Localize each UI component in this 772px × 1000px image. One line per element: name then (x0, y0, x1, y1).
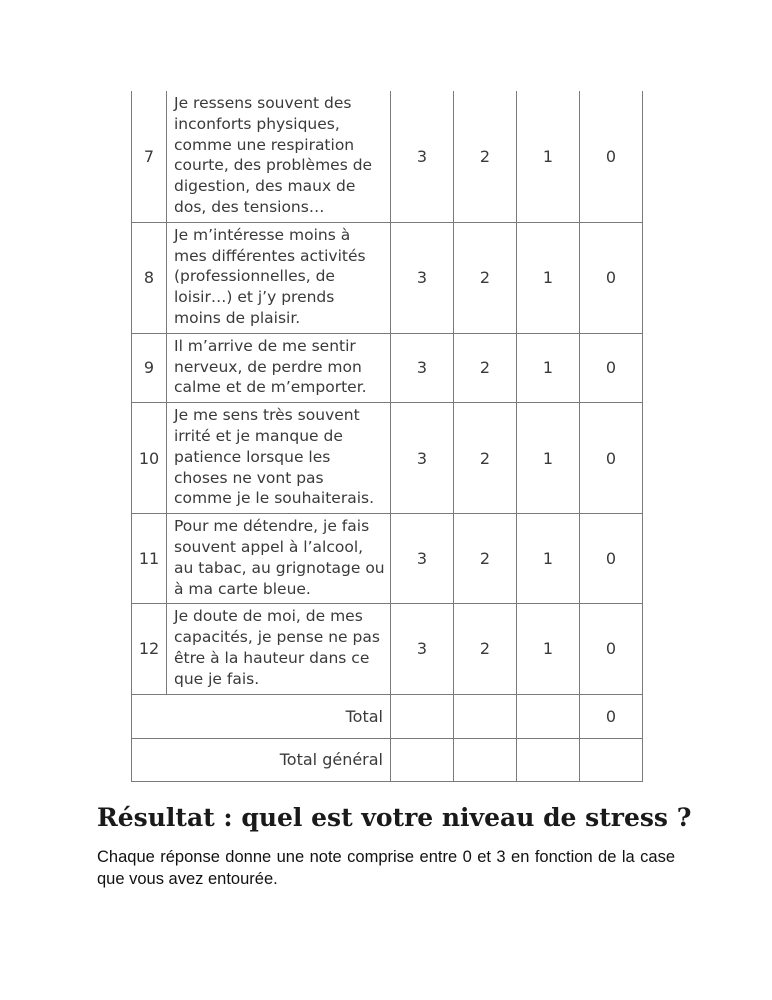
question-row-10 (132, 403, 643, 514)
question-statement: Je m’intéresse moins à mes différentes activités (professionnelles, de loisir…) et j’y prends moins de plaisir. (167, 222, 391, 333)
question-statement: Je doute de moi, de mes capacités, je pense ne pas être à la hauteur dans ce que je fais. (167, 604, 391, 694)
question-row-9 (132, 333, 643, 402)
grand-total-cell-3[interactable] (391, 738, 454, 781)
result-heading: Résultat : quel est votre niveau de stress ? (97, 803, 692, 832)
score-cell-1[interactable]: 1 (517, 514, 580, 604)
score-cell-1[interactable]: 1 (517, 403, 580, 514)
total-cell-3[interactable] (391, 694, 454, 738)
score-cell-1[interactable]: 1 (517, 333, 580, 402)
grand-total-cell-1[interactable] (517, 738, 580, 781)
grand-total-cell-0[interactable] (580, 738, 643, 781)
score-cell-2[interactable]: 2 (454, 403, 517, 514)
question-number: 8 (132, 222, 167, 333)
total-cell-2[interactable] (454, 694, 517, 738)
question-statement: Je me sens très souvent irrité et je manque de patience lorsque les choses ne vont pas comme je le souhaiterais. (167, 403, 391, 514)
question-number: 7 (132, 91, 167, 222)
question-statement: Pour me détendre, je fais souvent appel à l’alcool, au tabac, au grignotage ou à ma carte bleue. (167, 514, 391, 604)
score-cell-1[interactable]: 1 (517, 604, 580, 694)
question-row-12 (132, 604, 643, 694)
score-cell-3[interactable]: 3 (391, 604, 454, 694)
question-number: 12 (132, 604, 167, 694)
score-cell-3[interactable]: 3 (391, 91, 454, 222)
total-cell-0[interactable]: 0 (580, 694, 643, 738)
score-cell-0[interactable]: 0 (580, 333, 643, 402)
score-cell-0[interactable]: 0 (580, 222, 643, 333)
score-cell-0[interactable]: 0 (580, 604, 643, 694)
question-row-11 (132, 514, 643, 604)
score-cell-2[interactable]: 2 (454, 604, 517, 694)
score-cell-2[interactable]: 2 (454, 514, 517, 604)
question-row-7 (132, 91, 643, 222)
score-cell-0[interactable]: 0 (580, 403, 643, 514)
result-paragraph: Chaque réponse donne une note comprise entre 0 et 3 en fonction de la case que vous avez entourée. (97, 848, 675, 888)
score-cell-1[interactable]: 1 (517, 91, 580, 222)
question-statement: Je ressens souvent des inconforts physiques, comme une respiration courte, des problèmes de digestion, des maux de dos, des tensions… (167, 91, 391, 222)
total-cell-1[interactable] (517, 694, 580, 738)
score-cell-2[interactable]: 2 (454, 91, 517, 222)
total-row (132, 694, 643, 738)
question-statement: Il m’arrive de me sentir nerveux, de perdre mon calme et de m’emporter. (167, 333, 391, 402)
question-number: 10 (132, 403, 167, 514)
grand-total-label: Total général (132, 738, 391, 781)
grand-total-row (132, 738, 643, 781)
question-row-8 (132, 222, 643, 333)
score-cell-3[interactable]: 3 (391, 222, 454, 333)
score-cell-0[interactable]: 0 (580, 91, 643, 222)
grand-total-cell-2[interactable] (454, 738, 517, 781)
score-cell-3[interactable]: 3 (391, 333, 454, 402)
score-cell-1[interactable]: 1 (517, 222, 580, 333)
score-cell-2[interactable]: 2 (454, 333, 517, 402)
score-cell-3[interactable]: 3 (391, 514, 454, 604)
question-number: 9 (132, 333, 167, 402)
score-cell-2[interactable]: 2 (454, 222, 517, 333)
question-number: 11 (132, 514, 167, 604)
score-cell-0[interactable]: 0 (580, 514, 643, 604)
score-cell-3[interactable]: 3 (391, 403, 454, 514)
stress-questionnaire-table (131, 91, 643, 782)
total-label: Total (132, 694, 391, 738)
